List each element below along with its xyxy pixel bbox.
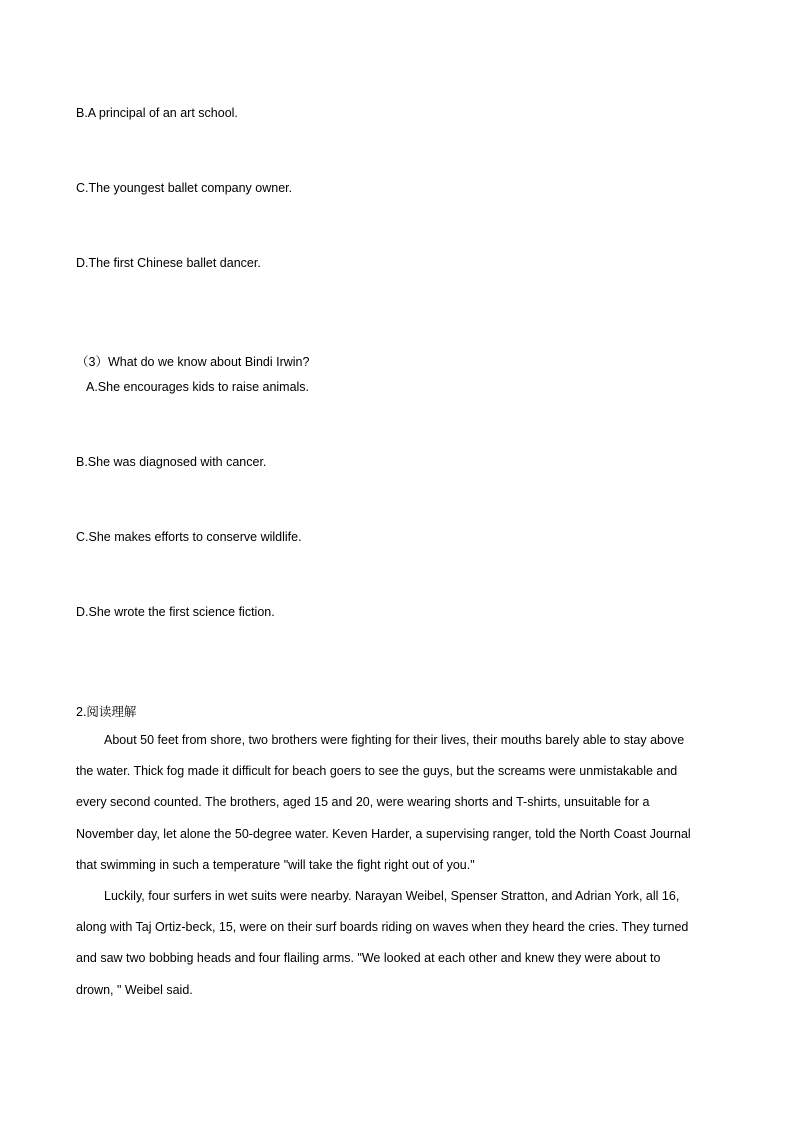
question-3-stem: （3）What do we know about Bindi Irwin? (76, 355, 310, 369)
paragraph-line: the water. Thick fog made it difficult for beach goers to see the guys, but the screams were unmistakable and (76, 764, 678, 779)
paragraph-line: and saw two bobbing heads and four flailing arms. "We looked at each other and knew they were about to (76, 951, 661, 966)
paragraph-line: along with Taj Ortiz-beck, 15, were on their surf boards riding on waves when they heard the cries. They turned (76, 920, 689, 935)
question-3-option-c: C.She makes efforts to conserve wildlife. (76, 530, 302, 544)
question-3-option-b: B.She was diagnosed with cancer. (76, 455, 267, 469)
question-2-option-c: C.The youngest ballet company owner. (76, 181, 293, 195)
passage-paragraph-2 (76, 881, 716, 1006)
question-3-option-d: D.She wrote the first science fiction. (76, 605, 275, 619)
paragraph-line: that swimming in such a temperature "will take the fight right out of you." (76, 857, 475, 872)
question-3-option-a: A.She encourages kids to raise animals. (86, 380, 310, 394)
passage-paragraph-1 (76, 725, 716, 881)
question-2-option-b: B.A principal of an art school. (76, 106, 238, 120)
section-heading: 2.阅读理解 (76, 705, 137, 719)
paragraph-line: drown, " Weibel said. (76, 982, 193, 997)
paragraph-line: Luckily, four surfers in wet suits were nearby. Narayan Weibel, Spenser Stratton, and Adrian York, all 16, (104, 889, 680, 903)
paragraph-line: November day, let alone the 50-degree water. Keven Harder, a supervising ranger, told the North Coast Journal (76, 826, 691, 841)
question-2-option-d: D.The first Chinese ballet dancer. (76, 256, 261, 270)
paragraph-line: About 50 feet from shore, two brothers were fighting for their lives, their mouths barely able to stay above (104, 733, 685, 747)
paragraph-line: every second counted. The brothers, aged 15 and 20, were wearing shorts and T-shirts, unsuitable for a (76, 795, 650, 810)
